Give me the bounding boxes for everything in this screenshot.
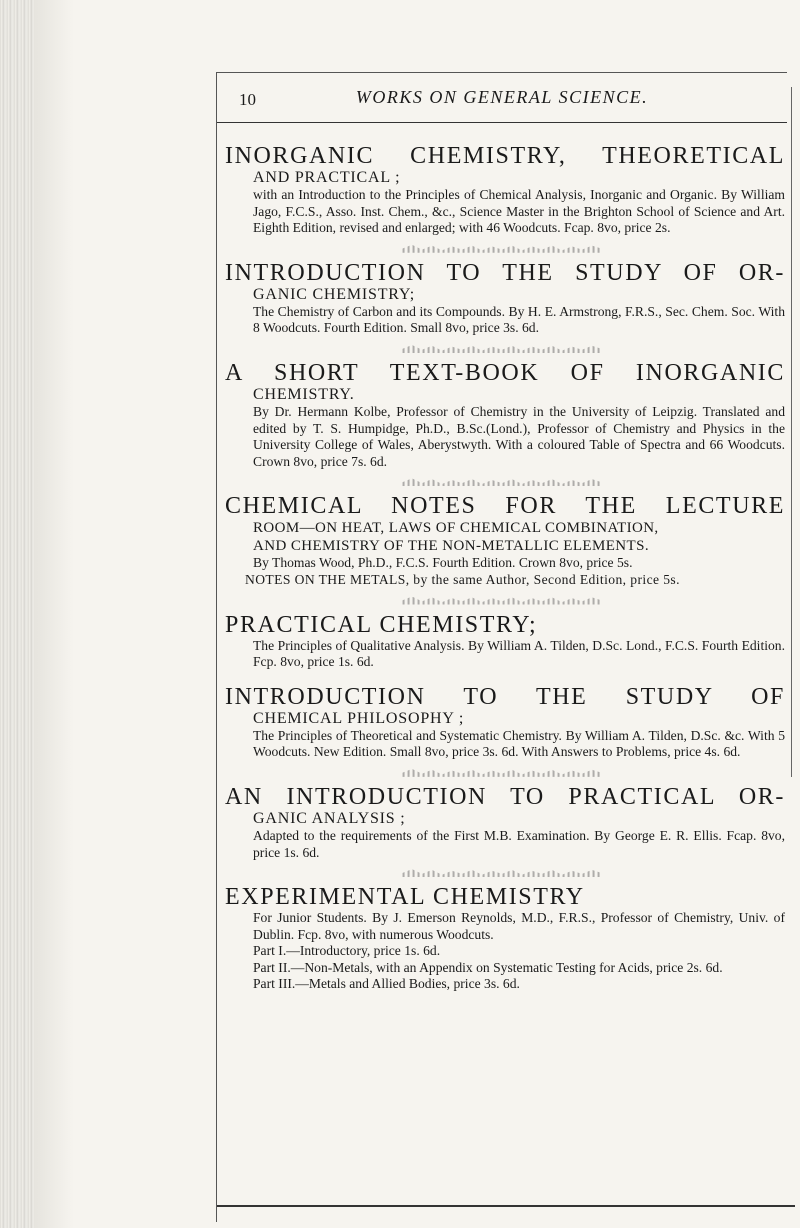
book-binding-edge	[0, 0, 34, 1228]
entry-subtitle: ROOM—ON HEAT, LAWS OF CHEMICAL COMBINATION,	[253, 520, 659, 537]
bottom-rule	[217, 1205, 795, 1207]
entry-description: The Principles of Theoretical and Systematic Chemistry. By William A. Tilden, D.Sc. &c. With 5 Woodcuts. New Edition. Small 8vo, price 3s. 6d. With Answers to Problems, price 4s. 6d.	[253, 727, 785, 760]
entry-description: The Principles of Qualitative Analysis. By William A. Tilden, D.Sc. Lond., F.C.S. Fourth Edition. Fcp. 8vo, price 1s. 6d.	[253, 637, 785, 670]
entry-title: A SHORT TEXT-BOOK OF INORGANIC	[225, 359, 785, 386]
entry-title: CHEMICAL NOTES FOR THE LECTURE	[225, 493, 785, 520]
page-gutter	[34, 0, 74, 1228]
entry-description: For Junior Students. By J. Emerson Reynolds, M.D., F.R.S., Professor of Chemistry, Univ. of Dublin. Fcp. 8vo, with numerous Woodcuts.	[253, 910, 785, 942]
book-entry	[225, 144, 785, 237]
entry-description: The Chemistry of Carbon and its Compounds. By H. E. Armstrong, F.R.S., Sec. Chem. Soc. With 8 Woodcuts. Fourth Edition. Small 8vo, price 3s. 6d.	[253, 303, 785, 336]
page-number: 10	[239, 90, 256, 109]
entry-subtitle: AND PRACTICAL ;	[253, 169, 401, 186]
entry-related-note: NOTES ON THE METALS, by the same Author, Second Edition, price 5s.	[245, 571, 680, 587]
right-rule	[791, 87, 792, 777]
entry-description: By Dr. Hermann Kolbe, Professor of Chemistry in the University of Leipzig. Translated and edited by T. S. Humpidge, Ph.D., B.Sc.(Lond.), Professor of Chemistry and Physics in the University College of Wales, Aberystwyth. With a coloured Table of Spectra and 66 Woodcuts. Crown 8vo, price 7s. 6d.	[253, 403, 785, 469]
page-header	[217, 86, 787, 123]
entry-title: INTRODUCTION TO THE STUDY OF OR-	[225, 259, 785, 286]
book-entry	[225, 685, 785, 761]
entry-description: Adapted to the requirements of the First M.B. Examination. By George E. R. Ellis. Fcap. 8vo, price 1s. 6d.	[253, 827, 785, 860]
book-entry	[225, 885, 785, 993]
ornamental-divider	[402, 245, 602, 253]
entry-subtitle: CHEMISTRY.	[253, 385, 355, 403]
entry-subtitle-2: AND CHEMISTRY OF THE NON-METALLIC ELEMENTS.	[253, 538, 649, 555]
ornamental-divider	[402, 597, 602, 605]
book-entry	[225, 361, 785, 470]
page-content	[217, 144, 787, 993]
book-entry	[225, 494, 785, 588]
entry-title: EXPERIMENTAL CHEMISTRY	[225, 884, 585, 911]
ornamental-divider	[402, 478, 602, 486]
running-title: WORKS ON GENERAL SCIENCE.	[355, 87, 649, 107]
entry-title: INTRODUCTION TO THE STUDY OF	[225, 683, 785, 710]
book-entry	[225, 785, 785, 861]
book-entry	[225, 613, 785, 671]
ornamental-divider	[402, 345, 602, 353]
ornamental-divider	[402, 869, 602, 877]
entry-part: Part III.—Metals and Allied Bodies, price 3s. 6d.	[253, 976, 520, 992]
book-entry	[225, 261, 785, 337]
entry-part: Part I.—Introductory, price 1s. 6d.	[253, 943, 441, 959]
top-rule	[217, 72, 787, 73]
entry-description: By Thomas Wood, Ph.D., F.C.S. Fourth Edition. Crown 8vo, price 5s.	[253, 555, 633, 571]
entry-part: Part II.—Non-Metals, with an Appendix on Systematic Testing for Acids, price 2s. 6d.	[253, 959, 723, 975]
entry-title: AN INTRODUCTION TO PRACTICAL OR-	[225, 783, 785, 810]
entry-subtitle: CHEMICAL PHILOSOPHY ;	[253, 709, 465, 727]
book-page	[216, 72, 795, 1222]
ornamental-divider	[402, 769, 602, 777]
entry-title: INORGANIC CHEMISTRY, THEORETICAL	[225, 143, 785, 169]
entry-subtitle: GANIC CHEMISTRY;	[253, 285, 416, 303]
entry-description: with an Introduction to the Principles of Chemical Analysis, Inorganic and Organic. By William Jago, F.C.S., Asso. Inst. Chem., &c., Science Master in the Brighton School of Science and Art. Eighth Edition, revised and enlarged; with 46 Woodcuts. Fcap. 8vo, price 2s.	[253, 187, 785, 236]
entry-spacer	[217, 671, 787, 685]
entry-title: PRACTICAL CHEMISTRY;	[225, 611, 538, 638]
entry-subtitle: GANIC ANALYSIS ;	[253, 809, 406, 827]
